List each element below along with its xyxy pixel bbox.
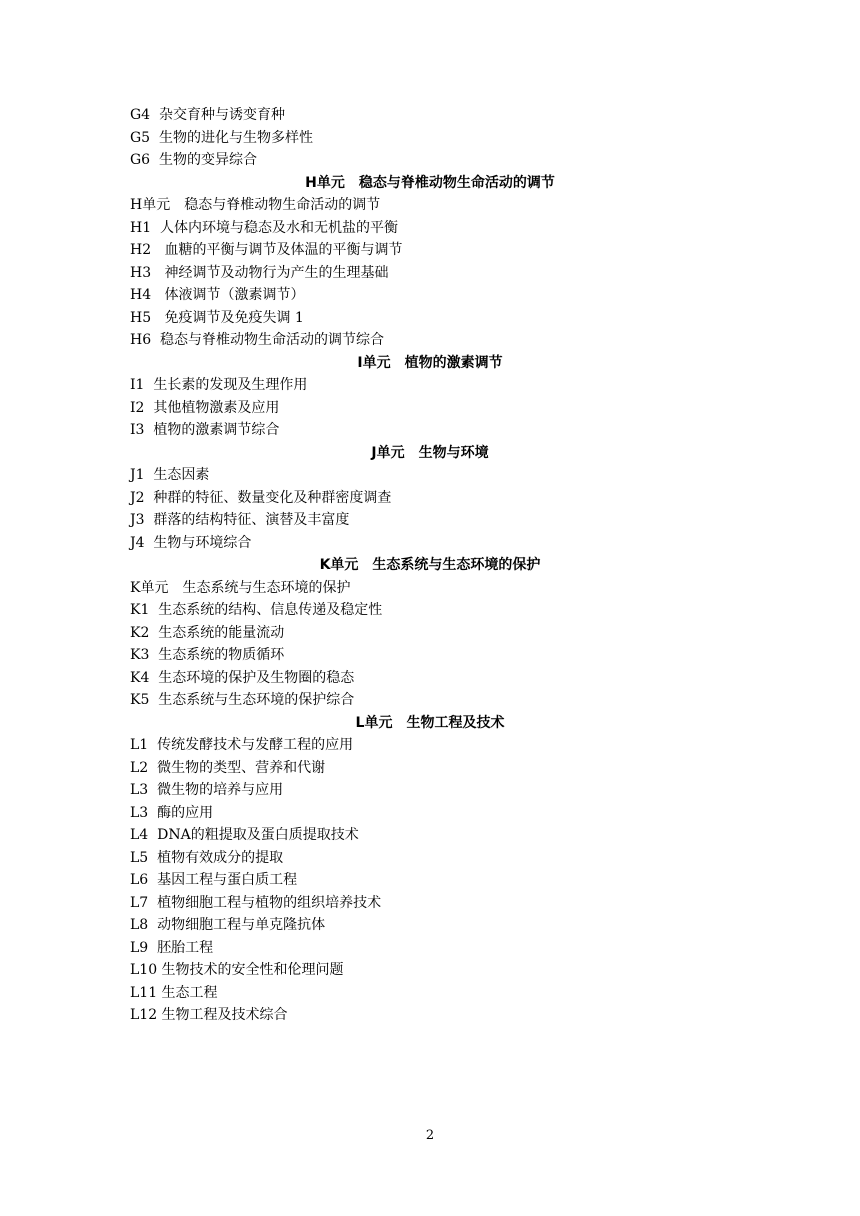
unit-heading: H单元 稳态与脊椎动物生命活动的调节 [305,174,555,191]
unit-heading: I单元 植物的激素调节 [357,354,503,371]
outline-item: G6 生物的变异综合 [130,152,257,168]
unit-heading: L单元 生物工程及技术 [355,714,505,731]
outline-item: J2 种群的特征、数量变化及种群密度调查 [130,489,392,506]
outline-item: L2 微生物的类型、营养和代谢 [130,759,326,776]
outline-item: H2 血糖的平衡与调节及体温的平衡与调节 [130,242,403,258]
outline-item: L1 传统发酵技术与发酵工程的应用 [130,737,354,753]
outline-item: L10 生物技术的安全性和伦理问题 [130,962,344,978]
outline-item: L11 生态工程 [130,984,218,1001]
outline-item: L12 生物工程及技术综合 [130,1007,288,1023]
outline-list [130,104,730,1027]
outline-item: H1 人体内环境与稳态及水和无机盐的平衡 [130,219,399,236]
outline-item: L7 植物细胞工程与植物的组织培养技术 [130,894,382,911]
outline-item: J3 群落的结构特征、演替及丰富度 [130,512,350,528]
outline-item: J1 生态因素 [130,467,210,483]
outline-item: L8 动物细胞工程与单克隆抗体 [130,917,326,933]
outline-item: G5 生物的进化与生物多样性 [130,129,313,146]
outline-item: I3 植物的激素调节综合 [130,422,280,438]
outline-item: L4 DNA的粗提取及蛋白质提取技术 [130,827,359,843]
unit-heading: K单元 生态系统与生态环境的保护 [319,557,541,573]
outline-item: L3 酶的应用 [130,804,214,821]
outline-item: K1 生态系统的结构、信息传递及稳定性 [130,602,383,618]
outline-item: I2 其他植物激素及应用 [130,399,280,416]
outline-item: H5 免疫调节及免疫失调 1 [130,309,304,326]
outline-item: L9 胚胎工程 [130,939,214,956]
outline-item: K2 生态系统的能量流动 [130,624,285,641]
outline-item: K3 生态系统的物质循环 [130,647,285,663]
outline-item: H6 稳态与脊椎动物生命活动的调节综合 [130,332,385,348]
outline-item: L5 植物有效成分的提取 [130,849,284,866]
outline-item: L3 微生物的培养与应用 [130,782,284,798]
outline-item: G4 杂交育种与诱变育种 [130,107,285,123]
outline-item: H单元 稳态与脊椎动物生命活动的调节 [130,197,381,213]
outline-item: K单元 生态系统与生态环境的保护 [130,579,351,596]
outline-item: J4 生物与环境综合 [130,534,252,551]
outline-item: K5 生态系统与生态环境的保护综合 [130,692,355,708]
outline-item: L6 基因工程与蛋白质工程 [130,872,298,888]
outline-item: K4 生态环境的保护及生物圈的稳态 [130,669,355,686]
outline-item: H3 神经调节及动物行为产生的生理基础 [130,264,389,281]
outline-item: I1 生长素的发现及生理作用 [130,377,308,393]
document-body [130,104,730,1027]
outline-item: H4 体液调节（激素调节） [130,287,305,303]
page-number: 2 [425,1128,435,1143]
unit-heading: J单元 生物与环境 [371,444,489,461]
